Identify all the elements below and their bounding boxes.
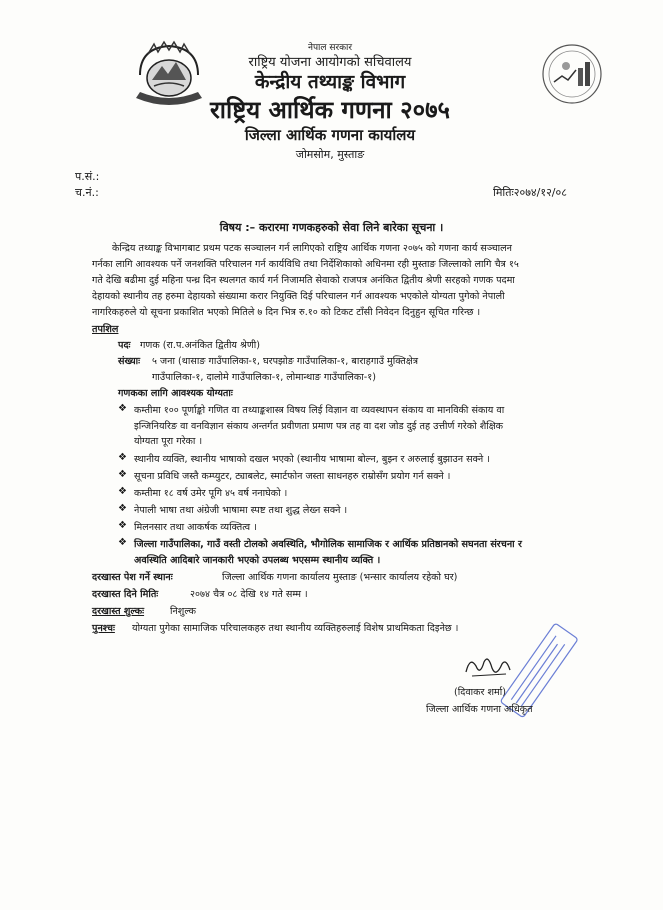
qualification-line: स्थानीय व्यक्ति, स्थानीय भाषाको दखल भएको (स्थानीय भाषामा बोल्न, बुझ्न र अरुलाई बुझाउन सक्ने । bbox=[134, 454, 490, 465]
body-line: केन्द्रिय तथ्याङ्क विभागबाट प्रथम पटक सञ्चालन गर्न लागिएको राष्ट्रिय आर्थिक गणना २०७५ को गणना कार्य सञ्चालन bbox=[112, 243, 512, 254]
commission-label: राष्ट्रिय योजना आयोगको सचिवालय bbox=[248, 55, 412, 70]
postscript-value: योग्यता पुगेका सामाजिक परिचालकहरु तथा स्थानीय व्यक्तिहरुलाई विशेष प्राथमिकता दिइनेछ । bbox=[132, 623, 459, 634]
qualification-item bbox=[134, 452, 612, 468]
application-fee-value: निशुल्क bbox=[170, 606, 197, 617]
office-address: जोमसोम, मुस्ताङ bbox=[295, 148, 365, 161]
qualification-item bbox=[134, 537, 612, 568]
qualification-item bbox=[134, 520, 612, 536]
diamond-bullet-icon: ❖ bbox=[118, 403, 127, 414]
body-line: गते देखि बढीमा दुई महिना पन्ध्र दिन स्थलगत कार्य गर्न निजामति सेवाको राजपत्र अनंकित द्वितीय श्रेणी सरहको गणक पदमा bbox=[92, 275, 515, 286]
qualification-line: योग्यता पूरा गरेका । bbox=[134, 436, 203, 448]
body-line: देहायको स्थानीय तह हरुमा देहायको संख्यामा करार नियुक्ति दिई परिचालन गर्न आवश्यक भएकोले योग्यता पुगेको नेपाली bbox=[92, 291, 505, 302]
letter-number-label: प.सं.: bbox=[75, 170, 100, 183]
diamond-bullet-icon: ❖ bbox=[118, 503, 127, 514]
qualification-item bbox=[134, 486, 612, 502]
qualification-line: मिलनसार तथा आकर्षक व्यक्तित्व । bbox=[134, 522, 257, 533]
application-place-value: जिल्ला आर्थिक गणना कार्यालय मुस्ताङ (भन्सार कार्यालय रहेको घर) bbox=[222, 572, 458, 583]
census-title: राष्ट्रिय आर्थिक गणना २०७५ bbox=[209, 96, 451, 124]
qualification-line: नेपाली भाषा तथा अंग्रेजी भाषामा स्पष्ट तथा शुद्ध लेख्न सक्ने । bbox=[134, 505, 348, 516]
subject-line: विषय :– करारमा गणकहरुको सेवा लिने बारेका सूचना । bbox=[219, 221, 444, 234]
application-date-value: २०७४ चैत्र ०८ देखि १४ गते सम्म । bbox=[190, 589, 308, 600]
qualification-line: अवस्थिति आदिबारे जानकारी भएको उपलब्ध भएसम्म स्थानीय व्यक्ति । bbox=[134, 554, 381, 566]
signatory-name: (दिवाकर शर्मा) bbox=[454, 687, 506, 698]
body-line: गर्नका लागि आवश्यक पर्ने जनशक्ति परिचालन गर्न कार्यविधि तथा निर्देशिकाको अधिनमा रही मुस्ताङ जिल्लाको लागि चैत्र १५ bbox=[92, 259, 519, 270]
details-heading: तपशिल bbox=[92, 324, 119, 335]
signature-icon bbox=[462, 652, 514, 682]
postscript-label: पुनश्चः bbox=[92, 623, 115, 634]
qualification-line: इन्जिनियरिङ वा वनविज्ञान संकाय अन्तर्गत प्रवीणता प्रमाण पत्र तह वा दश जोड दुई तह उत्तीर्ण गरेको शैक्षिक bbox=[134, 420, 504, 432]
qualification-item bbox=[134, 503, 612, 519]
gov-label: नेपाल सरकार bbox=[307, 43, 353, 53]
signatory-title: जिल्ला आर्थिक गणना अधिकृत bbox=[426, 704, 533, 715]
post-value: गणक (रा.प.अनंकित द्वितीय श्रेणी) bbox=[140, 340, 261, 351]
diamond-bullet-icon: ❖ bbox=[118, 537, 127, 548]
count-value: ५ जना (थासाङ गाउँपालिका-१, घरपझोङ गाउँपालिका-१, बाराहगाउँ मुक्तिक्षेत्र bbox=[152, 356, 419, 367]
diamond-bullet-icon: ❖ bbox=[118, 520, 127, 531]
qualification-line: जिल्ला गाउँपालिका, गाउँ वस्ती टोलको अवस्थिति, भौगोलिक सामाजिक र आर्थिक प्रतिष्ठानको सघनता संरचना र bbox=[134, 539, 522, 550]
diamond-bullet-icon: ❖ bbox=[118, 469, 127, 480]
qualification-line: कम्तीमा १८ वर्ष उमेर पूगि ४५ वर्ष ननाघेको । bbox=[134, 488, 288, 499]
body-line: नागरिकहरुले यो सूचना प्रकाशित भएको मितिले ७ दिन भित्र रु.१० को टिकट टाँसी निवेदन दिनुहुन सूचित गरिन्छ । bbox=[92, 307, 481, 318]
office-title: जिल्ला आर्थिक गणना कार्यालय bbox=[244, 126, 416, 144]
qualification-line: कम्तीमा १०० पूर्णाङ्को गणित वा तथ्याङ्कशास्त्र विषय लिई विज्ञान वा व्यवस्थापन संकाय वा मानविकी संकाय वा bbox=[134, 405, 505, 416]
application-place-label: दरखास्त पेश गर्ने स्थानः bbox=[92, 572, 173, 583]
qualification-item bbox=[134, 403, 612, 450]
diamond-bullet-icon: ❖ bbox=[118, 452, 127, 463]
department-title: केन्द्रीय तथ्याङ्क विभाग bbox=[254, 71, 406, 93]
diamond-bullet-icon: ❖ bbox=[118, 486, 127, 497]
letter-date: मितिः२०७४/१२/०८ bbox=[493, 186, 567, 199]
count-label: संख्याः bbox=[118, 356, 141, 367]
application-date-label: दरखास्त दिने मितिः bbox=[92, 589, 159, 600]
census-logo-icon bbox=[540, 42, 604, 106]
post-label: पदः bbox=[118, 340, 131, 351]
qualification-line: सूचना प्रविधि जस्तै कम्प्युटर, ट्याबलेट, स्मार्टफोन जस्ता साधनहरु राम्रोसँग प्रयोग गर्न सक्ने । bbox=[134, 471, 451, 482]
qualification-item bbox=[134, 469, 612, 485]
count-value-cont: गाउँपालिका-१, दालोमे गाउँपालिका-१, लोमान्थाङ गाउँपालिका-१) bbox=[152, 372, 376, 383]
dispatch-number-label: च.नं.: bbox=[75, 186, 99, 199]
qualification-heading: गणकका लागि आवश्यक योग्यताः bbox=[118, 388, 233, 399]
application-fee-label: दरखास्त शुल्कः bbox=[92, 606, 145, 617]
